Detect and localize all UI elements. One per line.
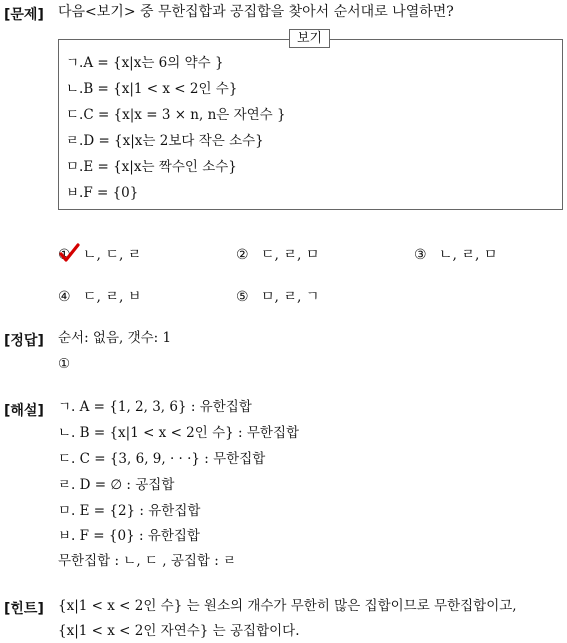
choice-4-number: ④ bbox=[58, 289, 71, 305]
solution-line-1: ㄱ. A = {1, 2, 3, 6} : 유한집합 bbox=[58, 399, 252, 415]
answer-line-1: 순서: 없음, 갯수: 1 bbox=[58, 330, 172, 346]
example-box-title: 보기 bbox=[289, 29, 330, 48]
question-tag: [문제] bbox=[4, 7, 44, 23]
solution-summary: 무한집합 : ㄴ, ㄷ , 공집합 : ㄹ bbox=[58, 553, 237, 569]
choice-1-text: ㄴ, ㄷ, ㄹ bbox=[83, 247, 142, 263]
box-item-c: ㄷ.C = {x|x = 3 × n, n은 자연수 } bbox=[66, 107, 286, 123]
box-item-d: ㄹ.D = {x|x는 2보다 작은 소수} bbox=[66, 133, 264, 149]
choice-2-number: ② bbox=[236, 247, 249, 263]
box-item-f: ㅂ.F = {0} bbox=[66, 185, 139, 201]
box-item-b: ㄴ.B = {x|1 < x < 2인 수} bbox=[66, 81, 238, 97]
hint-line-1: {x|1 < x < 2인 수} 는 원소의 개수가 무한히 많은 집합이므로 무한집합이고, bbox=[58, 598, 517, 614]
choice-5-number: ⑤ bbox=[236, 289, 249, 305]
solution-line-4: ㄹ. D = ∅ : 공집합 bbox=[58, 477, 175, 493]
solution-line-5: ㅁ. E = {2} : 유한집합 bbox=[58, 503, 201, 519]
box-item-a: ㄱ.A = {x|x는 6의 약수 } bbox=[66, 55, 224, 71]
question-text: 다음<보기> 중 무한집합과 공집합을 찾아서 순서대로 나열하면? bbox=[58, 4, 454, 20]
hint-tag: [힌트] bbox=[4, 601, 44, 617]
choice-4[interactable] bbox=[58, 286, 141, 306]
solution-line-2: ㄴ. B = {x|1 < x < 2인 수} : 무한집합 bbox=[58, 425, 300, 441]
choice-2-text: ㄷ, ㄹ, ㅁ bbox=[261, 247, 320, 263]
choice-2[interactable] bbox=[236, 244, 319, 264]
answer-tag: [정답] bbox=[4, 333, 44, 349]
solution-line-3: ㄷ. C = {3, 6, 9, · · ·} : 무한집합 bbox=[58, 451, 266, 467]
box-item-e: ㅁ.E = {x|x는 짝수인 소수} bbox=[66, 159, 237, 175]
solution-tag: [해설] bbox=[4, 403, 44, 419]
solution-line-6: ㅂ. F = {0} : 유한집합 bbox=[58, 528, 200, 544]
answer-line-2: ① bbox=[58, 356, 71, 372]
choice-4-text: ㄷ, ㄹ, ㅂ bbox=[83, 289, 142, 305]
choice-5-text: ㅁ, ㄹ, ㄱ bbox=[261, 289, 320, 305]
choice-5[interactable] bbox=[236, 286, 319, 306]
choice-3-number: ③ bbox=[414, 247, 427, 263]
choice-3[interactable] bbox=[414, 244, 497, 264]
choice-1-number: ① bbox=[58, 247, 71, 263]
hint-line-2: {x|1 < x < 2인 자연수} 는 공집합이다. bbox=[58, 623, 300, 639]
checkmark-icon bbox=[58, 242, 80, 264]
choice-3-text: ㄴ, ㄹ, ㅁ bbox=[439, 247, 498, 263]
